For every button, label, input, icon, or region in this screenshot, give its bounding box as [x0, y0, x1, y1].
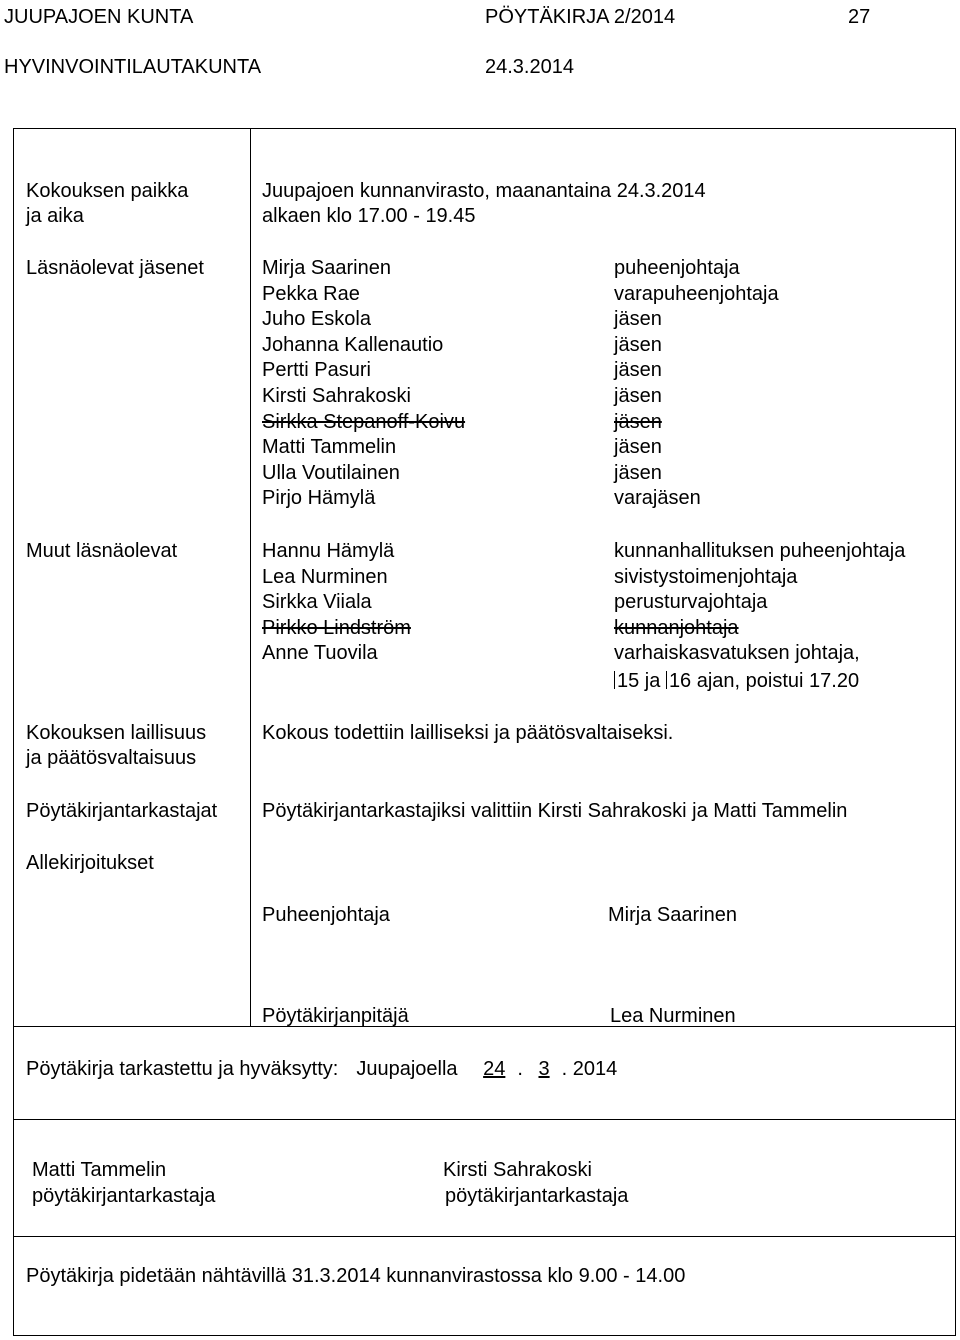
chair-title: Puheenjohtaja	[262, 904, 390, 926]
attendee-name: Hannu Hämylä	[262, 540, 395, 562]
attendee-name: Sirkka Viiala	[262, 591, 372, 614]
examiners-label: Pöytäkirjantarkastajat	[26, 800, 218, 822]
table-bottom-border	[13, 1335, 956, 1336]
org-name: JUUPAJOEN KUNTA	[4, 6, 194, 28]
member-role: jäsen	[614, 333, 662, 356]
signatures-label: Allekirjoitukset	[26, 852, 154, 874]
legality-text: Kokous todettiin lailliseksi ja päätösvaltaiseksi.	[262, 722, 674, 744]
secretary-title: Pöytäkirjanpitäjä	[262, 1005, 409, 1027]
member-name: Matti Tammelin	[262, 436, 397, 459]
board-name: HYVINVOINTILAUTAKUNTA	[4, 56, 262, 78]
member-name: Ulla Voutilainen	[262, 461, 400, 484]
checker-title: pöytäkirjantarkastaja	[32, 1185, 216, 1207]
member-role: jäsen	[614, 461, 662, 484]
member-role: jäsen	[614, 359, 662, 382]
approval-place: Juupajoella	[356, 1058, 458, 1080]
page-number: 27	[848, 6, 871, 28]
chair-name: Mirja Saarinen	[608, 904, 737, 926]
checker-name: Matti Tammelin	[32, 1159, 167, 1181]
member-name: Johanna Kallenautio	[262, 333, 444, 356]
attendance-note-rest: 16 ajan, poistui 17.20	[668, 670, 860, 692]
table-right-border	[955, 128, 956, 1336]
checker-title: pöytäkirjantarkastaja	[445, 1185, 629, 1207]
row-divider	[13, 1236, 956, 1237]
member-name: Juho Eskola	[262, 308, 371, 331]
member-name: Pekka Rae	[262, 282, 360, 305]
secretary-name: Lea Nurminen	[610, 1005, 736, 1027]
attendee-role: perusturvajohtaja	[614, 591, 768, 614]
time-value: alkaen klo 17.00 - 19.45	[262, 205, 476, 227]
place-value: Juupajoen kunnanvirasto, maanantaina 24.3.2014	[262, 180, 706, 202]
member-role: jäsen	[614, 410, 662, 433]
member-role: jäsen	[614, 385, 662, 407]
document-title: PÖYTÄKIRJA 2/2014	[485, 6, 676, 28]
attendance-note-from: 15 ja	[617, 670, 666, 692]
approval-year: . 2014	[561, 1058, 618, 1080]
display-notice: Pöytäkirja pidetään nähtävillä 31.3.2014 kunnanvirastossa klo 9.00 - 14.00	[26, 1265, 686, 1287]
attendee-role: kunnanjohtaja	[614, 616, 739, 639]
others-label: Muut läsnäolevat	[26, 540, 178, 562]
attendee-role: varhaiskasvatuksen johtaja,	[614, 642, 860, 665]
place-label: ja aika	[26, 205, 84, 227]
member-name: Pertti Pasuri	[262, 359, 371, 382]
approval-day: 24	[483, 1058, 506, 1080]
member-name: Pirjo Hämylä	[262, 487, 376, 510]
attendee-role: kunnanhallituksen puheenjohtaja	[614, 540, 906, 562]
attendance-note	[614, 668, 859, 694]
meeting-date: 24.3.2014	[485, 56, 574, 78]
member-role: jäsen	[614, 308, 662, 331]
table-left-border	[13, 128, 14, 1336]
member-role: varapuheenjohtaja	[614, 282, 779, 305]
member-role: puheenjohtaja	[614, 257, 740, 279]
legality-label: ja päätösvaltaisuus	[26, 747, 197, 769]
attendee-name: Pirkko Lindström	[262, 616, 411, 639]
member-role: varajäsen	[614, 487, 701, 510]
legality-label: Kokouksen laillisuus	[26, 722, 207, 744]
members-label: Läsnäolevat jäsenet	[26, 257, 204, 279]
member-role: jäsen	[614, 436, 662, 459]
row-divider	[13, 1026, 956, 1027]
examiners-text: Pöytäkirjantarkastajiksi valittiin Kirsti Sahrakoski ja Matti Tammelin	[262, 800, 848, 822]
attendee-role: sivistystoimenjohtaja	[614, 565, 798, 588]
checker-name: Kirsti Sahrakoski	[443, 1159, 592, 1181]
table-top-border	[13, 128, 956, 129]
approval-text: Pöytäkirja tarkastettu ja hyväksytty:	[26, 1058, 339, 1080]
approval-line: Pöytäkirja tarkastettu ja hyväksytty: Juupajoella 24 . 3 . 2014	[26, 1058, 618, 1080]
approval-month: 3	[538, 1058, 550, 1080]
member-name: Mirja Saarinen	[262, 257, 391, 279]
place-label: Kokouksen paikka	[26, 180, 189, 202]
member-name: Sirkka Stepanoff-Koivu	[262, 410, 466, 433]
attendee-name: Anne Tuovila	[262, 642, 378, 665]
row-divider	[13, 1119, 956, 1120]
member-name: Kirsti Sahrakoski	[262, 385, 411, 407]
column-divider	[250, 128, 251, 1026]
attendee-name: Lea Nurminen	[262, 565, 388, 588]
